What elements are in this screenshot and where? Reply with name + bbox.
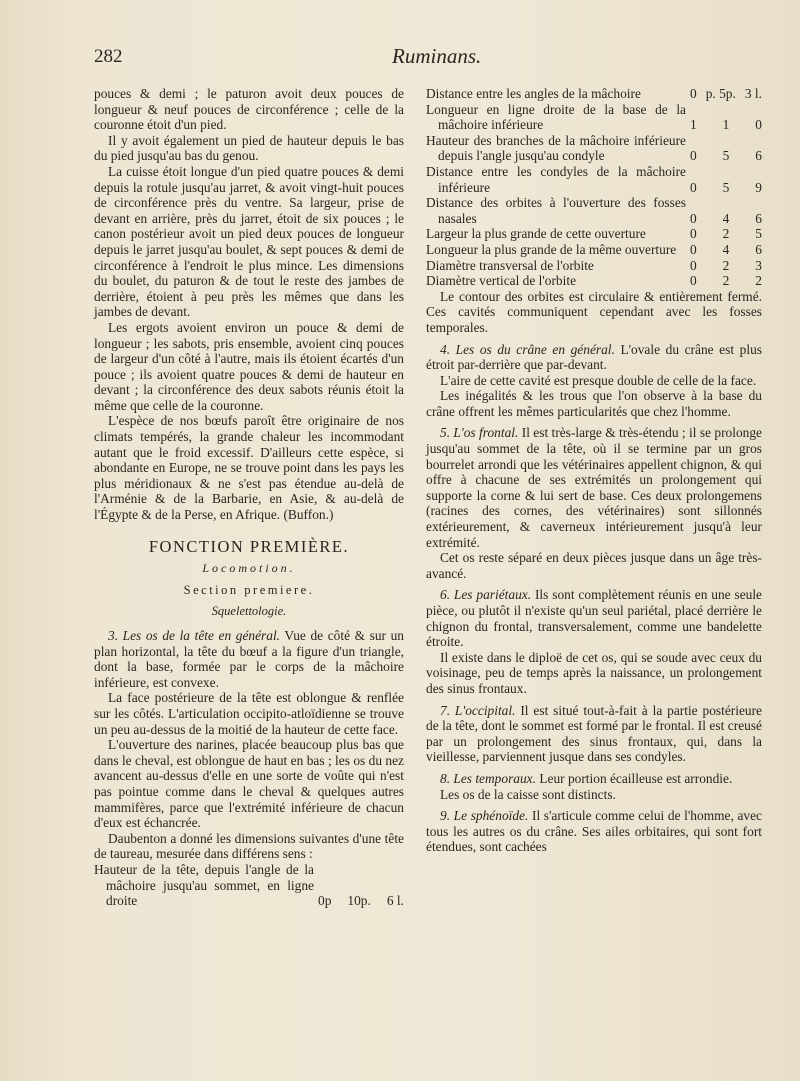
measurement-value: 4 <box>722 241 730 257</box>
measurement-label: Largeur la plus grande de cette ouverture <box>426 226 646 242</box>
paragraph-text: Il est situé tout-à-fait à la partie postérieure de la tête, dont le sommet est formé par le frontal. Il est creusé par un prolongement des sinus frontaux, qui, dans la vieillesse, parviennent jusque dans ses condyles. <box>426 702 763 765</box>
paragraph <box>426 771 762 787</box>
measurement-label: Longueur en ligne droite de la base de la mâchoire inférieure <box>426 101 686 133</box>
measurement-label: Diamètre vertical de l'orbite <box>426 273 577 289</box>
measurement-value: p. 5p. <box>705 86 736 101</box>
measurement-value: 0 <box>690 86 697 101</box>
measurement-value: 2 <box>722 273 730 289</box>
paragraph-text: Ils sont complètement réunis en une seule pièce, ou plutôt il n'existe qu'un seul pariétal, placé derrière le chignon du frontal, transversalement, comme une bandelette étroite. <box>426 587 762 650</box>
measurement-values <box>686 273 762 289</box>
measurement-value: 2 <box>722 257 730 273</box>
paragraph: Les inégalités & les trous que l'on observe à la base du crâne offrent les mêmes particularités que chez l'homme. <box>426 388 762 419</box>
right-column <box>426 86 762 855</box>
paragraph-heading: 7. L'occipital. <box>440 702 516 718</box>
paragraph: pouces & demi ; le paturon avoit deux pouces de longueur & neuf pouces de circonférence ; celle de la couronne étoit d'un pied. <box>94 86 404 133</box>
measurement-value: 0 <box>690 241 697 257</box>
measurement-value: 9 <box>755 179 762 195</box>
measurement-values <box>686 242 762 258</box>
section-subtitle: Locomotion. <box>202 561 296 576</box>
measurement-row <box>94 862 404 909</box>
paragraph: Cet os reste séparé en deux pièces jusque dans un âge très-avancé. <box>426 550 762 581</box>
measurement-value: 0 <box>690 257 697 273</box>
paragraph-heading: 8. Les temporaux. <box>440 770 536 786</box>
measurement-value: 6 <box>755 148 762 164</box>
paragraph: L'aire de cette cavité est presque double de celle de la face. <box>440 372 757 388</box>
paragraph: Il y avoit également un pied de hauteur depuis le bas du pied jusqu'au bas du genou. <box>94 132 404 164</box>
paragraph <box>426 587 762 649</box>
measurement-row <box>426 226 762 242</box>
measurement-value: 2 <box>755 273 762 289</box>
measurement-values <box>686 226 762 242</box>
measurement-row <box>426 273 762 289</box>
measurements-table <box>426 86 762 289</box>
measurement-label: Hauteur de la tête, depuis l'angle de la mâchoire jusqu'au sommet, en ligne droite <box>94 861 314 909</box>
measurement-label: Distance des orbites à l'ouverture des fosses nasales <box>426 195 686 226</box>
measurement-label: Longueur la plus grande de la même ouverture <box>426 241 677 257</box>
paragraph <box>426 703 762 765</box>
measurement-value: 3 l. <box>744 86 762 101</box>
measurement-value: 5 <box>722 179 730 195</box>
measurement-label: Distance entre les condyles de la mâchoire inférieure <box>426 163 686 195</box>
measurement-label: Diamètre transversal de l'orbite <box>426 257 594 273</box>
measurement-value: 10p. <box>347 893 371 909</box>
measurement-values <box>686 180 762 196</box>
measurement-row <box>426 164 762 195</box>
measurement-value: 0p <box>318 893 332 909</box>
measurement-value: 0 <box>690 226 697 242</box>
measurement-values <box>686 117 762 133</box>
measurement-row <box>426 133 762 164</box>
measurement-value: 4 <box>722 210 730 226</box>
paragraph <box>94 628 404 690</box>
measurement-row <box>426 242 762 258</box>
measurement-values <box>686 211 762 227</box>
measurement-values <box>314 893 404 909</box>
measurement-value: 0 <box>690 273 697 289</box>
measurement-value: 0 <box>690 210 697 226</box>
measurement-row <box>426 86 762 102</box>
measurement-value: 5 <box>755 226 762 242</box>
measurement-value: 1 <box>690 117 697 133</box>
measurement-value: 3 <box>755 257 762 273</box>
measurement-value: 6 l. <box>386 893 404 909</box>
measurement-values <box>686 258 762 274</box>
measurement-value: 6 <box>755 241 762 257</box>
paragraph: Il existe dans le diploë de cet os, qui se soude avec ceux du voisinage, peu de temps après la naissance, un prolongement des sinus frontaux. <box>426 649 762 696</box>
paragraph: La face postérieure de la tête est oblongue & renflée sur les côtés. L'articulation occipito-atloïdienne se trouve un peu au-dessus de la moitié de la hauteur de cette face. <box>94 690 404 737</box>
section-label: Section premiere. <box>183 582 315 597</box>
paragraph-heading: 5. L'os frontal. <box>440 425 519 441</box>
paragraph-heading: 9. Le sphénoïde. <box>440 808 529 824</box>
paragraph: Daubenton a donné les dimensions suivantes d'une tête de taureau, mesurée dans différens sens : <box>94 830 404 862</box>
measurement-value: 2 <box>722 226 730 242</box>
measurement-label: Hauteur des branches de la mâchoire inférieure depuis l'angle jusqu'au condyle <box>426 132 686 164</box>
paragraph-text: Vue de côté & sur un plan horizontal, la tête du bœuf a la figure d'un triangle, dont la base, formée par le corps de la mâchoire inférieure, est convexe. <box>94 628 404 690</box>
paragraph: La cuisse étoit longue d'un pied quatre pouces & demi depuis la rotule jusqu'au jarret, & avoit vingt-huit pouces de circonférence près du ventre. Sa largeur, prise de devant en arrière, près du jarret, étoit de six pouces ; le canon postérieur avoit un pied deux pouces de longueur depuis le jarret jusqu'au boulet, & sept pouces & demi de circonférence à l'endroit le plus mince. Les dimensions du boulet, du paturon & de tout le reste des jambes de derrière, étoient à peu près les mêmes que dans les jambes de devant. <box>94 163 404 320</box>
paragraph-text: L'ovale du crâne est plus étroit par-derrière que par-devant. <box>426 341 762 373</box>
paragraph-heading: 3. Les os de la tête en général. <box>108 628 281 643</box>
paragraph-text: Il est très-large & très-étendu ; il se prolonge jusqu'au sommet de la tête, où il se termine par un gros bourrelet arrondi que les vétérinaires appellent chignon, & qui offre à chacune de ses extrémités un prolongement qui supporte la corne & lui sert de base. Ces deux prolongemens (racines des cornes, des vétérinaires) sont sillonnés extérieurement, & caverneux intérieurement jusqu'à leur extrémité. <box>426 425 762 550</box>
paragraph: L'ouverture des narines, placée beaucoup plus bas que dans le cheval, est oblongue de haut en bas ; les os du nez avancent au-dessus d'elle en une sorte de voûte qui n'est pas pointue comme dans le cheval & quelques autres mammifères, parce que l'extrémité inférieure de chacun d'eux est échancrée. <box>94 737 404 831</box>
section-title: FONCTION PREMIÈRE. <box>148 536 350 556</box>
running-title: Ruminans. <box>392 44 482 68</box>
measurement-value: 6 <box>755 210 762 226</box>
paragraph-heading: 4. Les os du crâne en général. <box>440 341 615 357</box>
paragraph: L'espèce de nos bœufs paroît être originaire de nos climats tempérés, la grande chaleur les incommodant autant que le froid excessif. D'ailleurs cette espèce, si abondante en Europe, ne se trouve point dans les pays les plus méridionaux & ne s'est pas étendue au-delà de l'Arménie & de la Barbarie, en Asie, & au-delà de l'Égypte & de la Perse, en Afrique. (Buffon.) <box>94 413 404 523</box>
paragraph: Les os de la caisse sont distincts. <box>440 786 616 802</box>
page-header <box>94 46 760 80</box>
paragraph: Les ergots avoient environ un pouce & demi de longueur ; les sabots, pris ensemble, avoient cinq pouces de largeur d'un côté à l'autre, mais ils étoient écartés d'un pouce ; ils avoient quatre pouces & demi de hauteur en devant ; la circonférence des deux sabots réunis étoit la même que celle de la couronne. <box>94 319 404 413</box>
measurement-values <box>686 86 762 102</box>
paragraph <box>426 808 762 855</box>
paragraph-heading: 6. Les pariétaux. <box>440 587 532 603</box>
measurement-row <box>426 195 762 226</box>
measurement-label: Distance entre les angles de la mâchoire <box>426 86 641 101</box>
measurement-value: 0 <box>690 179 697 195</box>
left-column <box>94 86 404 909</box>
measurement-value: 5 <box>722 148 730 164</box>
paragraph <box>426 425 762 550</box>
paragraph-text: Il s'articule comme celui de l'homme, avec tous les autres os du crâne. Ses ailes orbitaires, qui sont fort étendues, sont cachées <box>426 808 762 855</box>
page-number: 282 <box>94 46 123 67</box>
section-topic: Squelettologie. <box>211 604 287 619</box>
measurement-row <box>426 258 762 274</box>
measurement-values <box>686 148 762 164</box>
paragraph-text: Leur portion écailleuse est arrondie. <box>539 770 733 786</box>
measurement-value: 0 <box>755 117 762 133</box>
measurement-row <box>426 102 762 133</box>
paragraph <box>426 342 762 373</box>
measurement-value: 0 <box>690 148 697 164</box>
measurement-value: 1 <box>722 117 730 133</box>
paragraph: Le contour des orbites est circulaire & entièrement fermé. Ces cavités communiquent cependant avec les fosses temporales. <box>426 288 762 335</box>
